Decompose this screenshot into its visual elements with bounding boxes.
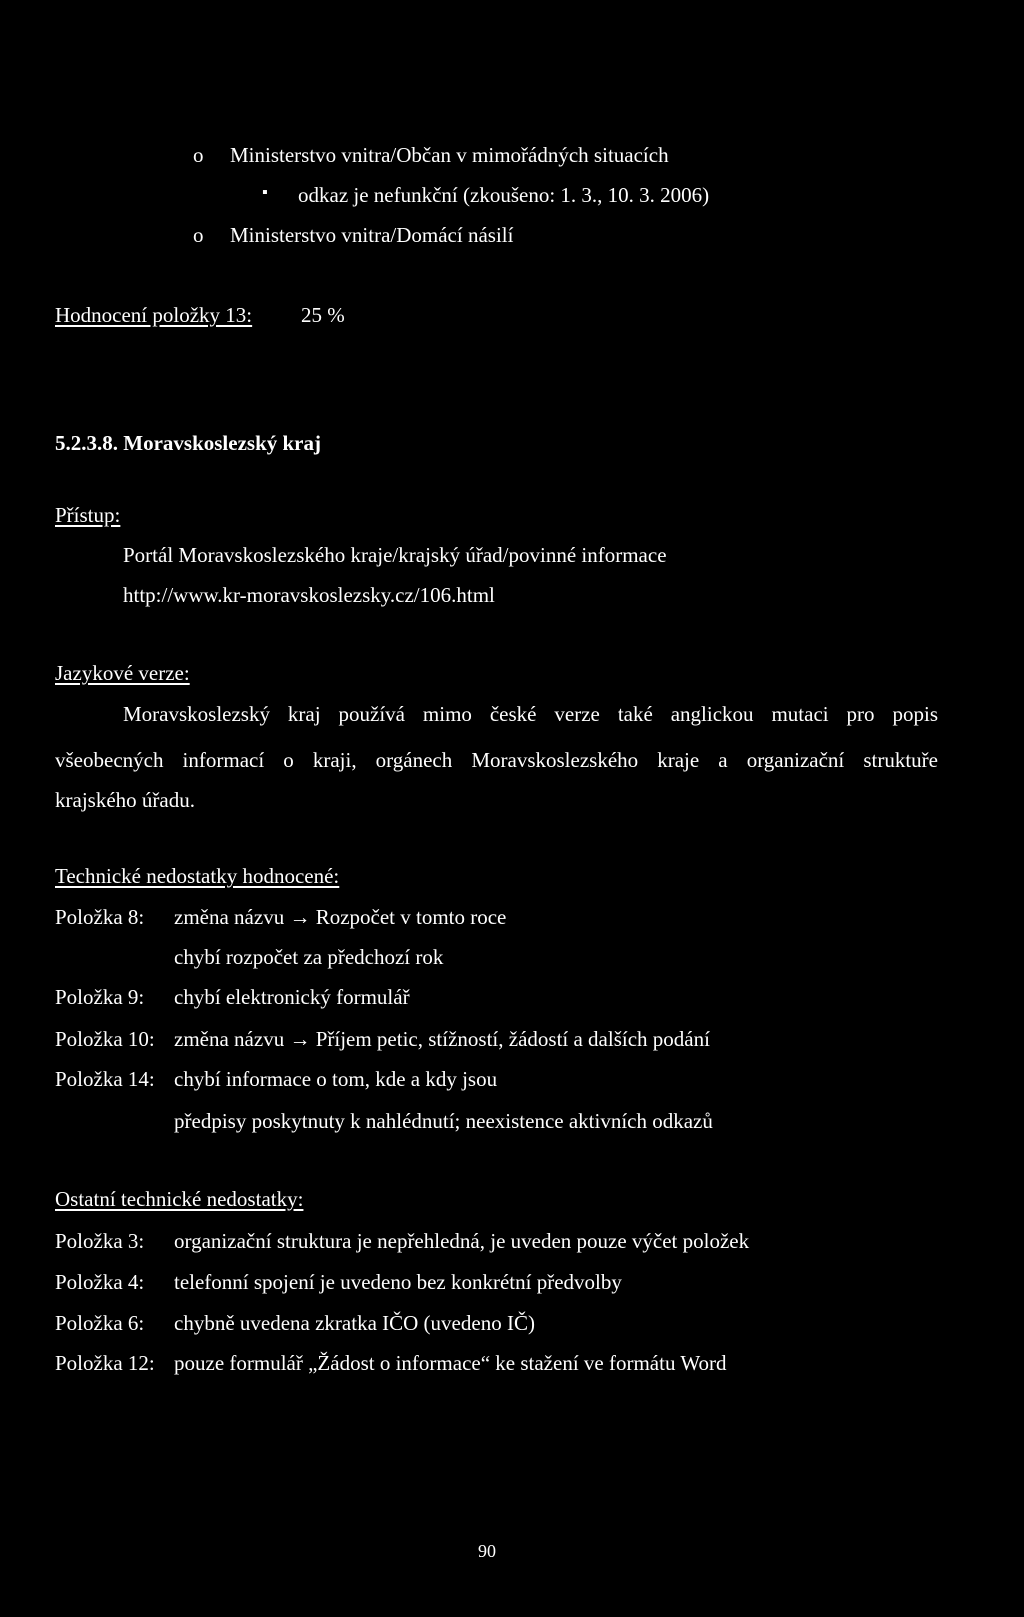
tech-rated-text: chybí rozpočet za předchozí rok — [174, 945, 444, 969]
tech-rated-text: chybí elektronický formulář — [174, 985, 410, 1009]
tech-other-item: Položka 6: — [55, 1311, 145, 1335]
tech-other-text: organizační struktura je nepřehledná, je uveden pouze výčet položek — [174, 1229, 750, 1253]
lang-label: Jazykové verze: — [55, 661, 190, 685]
bullet-o-2: o — [193, 223, 204, 247]
access-label: Přístup: — [55, 503, 121, 527]
list-item-2: Ministerstvo vnitra/Domácí násilí — [230, 223, 514, 247]
tech-rated-text: změna názvu → Rozpočet v tomto roce — [174, 905, 507, 929]
bullet-square: ▪ — [262, 184, 268, 201]
page-number: 90 — [478, 1541, 496, 1561]
tech-rated-text: změna názvu → Příjem petic, stížností, žádostí a dalších podání — [174, 1027, 710, 1051]
tech-other-label: Ostatní technické nedostatky: — [55, 1187, 304, 1211]
rating-value: 25 % — [301, 303, 345, 327]
tech-rated-text: chybí informace o tom, kde a kdy jsou — [174, 1067, 498, 1091]
bullet-o-1: o — [193, 143, 204, 167]
portal-url: http://www.kr-moravskoslezsky.cz/106.html — [123, 583, 495, 607]
tech-other-text: chybně uvedena zkratka IČO (uvedeno IČ) — [174, 1311, 535, 1335]
tech-rated-item: Položka 14: — [55, 1067, 155, 1091]
list-item-1: Ministerstvo vnitra/Občan v mimořádných situacích — [230, 143, 669, 167]
tech-rated-item: Položka 10: — [55, 1027, 155, 1051]
tech-rated-label: Technické nedostatky hodnocené: — [55, 864, 340, 888]
rating-label: Hodnocení položky 13: — [55, 303, 253, 327]
lang-paragraph-line-3: krajského úřadu. — [55, 788, 195, 812]
tech-other-item: Položka 4: — [55, 1270, 145, 1294]
portal-path: Portál Moravskoslezského kraje/krajský úřad/povinné informace — [123, 543, 667, 567]
tech-rated-item: Položka 9: — [55, 985, 145, 1009]
tech-other-item: Položka 3: — [55, 1229, 145, 1253]
section-heading: 5.2.3.8. Moravskoslezský kraj — [55, 431, 321, 455]
tech-rated-text: předpisy poskytnuty k nahlédnutí; neexistence aktivních odkazů — [174, 1109, 713, 1133]
tech-other-text: telefonní spojení je uvedeno bez konkrétní předvolby — [174, 1270, 622, 1294]
lang-paragraph-line-1: Moravskoslezský kraj používá mimo české verze také anglickou mutaci pro popis — [123, 702, 938, 726]
tech-rated-item: Položka 8: — [55, 905, 145, 929]
list-item-1-sub: odkaz je nefunkční (zkoušeno: 1. 3., 10. 3. 2006) — [298, 183, 710, 207]
tech-other-text: pouze formulář „Žádost o informace“ ke stažení ve formátu Word — [174, 1351, 727, 1375]
lang-paragraph-line-2: všeobecných informací o kraji, orgánech Moravskoslezského kraje a organizační struktuře — [55, 748, 938, 772]
tech-other-item: Položka 12: — [55, 1351, 155, 1375]
